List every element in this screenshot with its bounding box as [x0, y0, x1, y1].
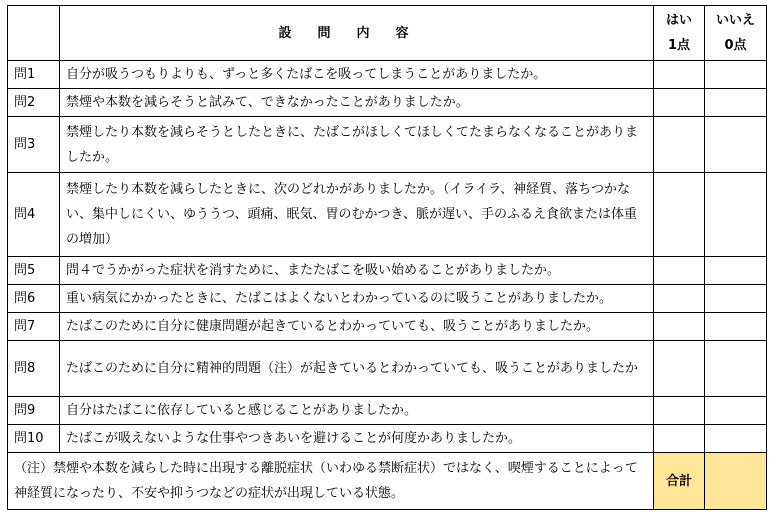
no-points: 0点 [724, 38, 747, 53]
yes-answer-cell[interactable] [654, 61, 705, 89]
question-text [60, 257, 654, 285]
question-number: 問3 [8, 117, 60, 173]
header-row [8, 6, 767, 61]
question-row [8, 173, 767, 257]
no-answer-cell[interactable] [705, 89, 767, 117]
question-row [8, 89, 767, 117]
question-text [60, 313, 654, 341]
no-answer-cell[interactable] [705, 397, 767, 425]
question-row [8, 285, 767, 313]
question-row [8, 61, 767, 89]
question-text-content: たばこのために自分に精神的問題（注）が起きているとわかっていても、吸うことがありましたか [66, 361, 639, 376]
question-text [60, 117, 654, 173]
no-answer-cell[interactable] [705, 117, 767, 173]
no-answer-cell[interactable] [705, 61, 767, 89]
header-title: 設問内容 [60, 6, 654, 61]
question-number: 問7 [8, 313, 60, 341]
question-text [60, 61, 654, 89]
yes-answer-cell[interactable] [654, 117, 705, 173]
yes-answer-cell[interactable] [654, 341, 705, 397]
question-number: 問6 [8, 285, 60, 313]
question-text [60, 341, 654, 397]
question-row [8, 341, 767, 397]
question-number: 問10 [8, 425, 60, 453]
no-answer-cell[interactable] [705, 425, 767, 453]
question-text-content: 自分はたばこに依存していると感じることがありましたか。 [66, 403, 418, 418]
no-answer-cell[interactable] [705, 341, 767, 397]
footnote: （注）禁煙や本数を減らした時に出現する離脱症状（いわゆる禁断症状）ではなく、喫煙することによって神経質になったり、不安や抑うつなどの症状が出現している状態。 [8, 453, 654, 510]
question-row [8, 117, 767, 173]
yes-label: はい [665, 13, 692, 28]
question-number: 問4 [8, 173, 60, 257]
question-text [60, 285, 654, 313]
question-text [60, 425, 654, 453]
question-row [8, 313, 767, 341]
header-blank-cell [8, 6, 60, 61]
question-row [8, 425, 767, 453]
question-text-content: 自分が吸うつもりよりも、ずっと多くたばこを吸ってしまうことがありましたか。 [66, 67, 547, 82]
question-text-content: 禁煙したり本数を減らそうとしたときに、たばこがほしくてほしくてたまらなくなることがありましたか。 [66, 124, 639, 165]
no-answer-cell[interactable] [705, 285, 767, 313]
question-text [60, 173, 654, 257]
question-number: 問5 [8, 257, 60, 285]
yes-points: 1点 [667, 38, 691, 53]
yes-answer-cell[interactable] [654, 89, 705, 117]
question-text-content: 禁煙や本数を減らそうと試みて、できなかったことがありましたか。 [66, 95, 469, 110]
question-row [8, 257, 767, 285]
yes-answer-cell[interactable] [654, 257, 705, 285]
question-text-content: 重い病気にかかったときに、たばこはよくないとわかっているのに吸うことがありましたか。 [66, 291, 613, 306]
question-text-content: たばこのために自分に健康問題が起きているとわかっていても、吸うことがありましたか。 [66, 319, 600, 334]
yes-answer-cell[interactable] [654, 397, 705, 425]
question-text [60, 89, 654, 117]
question-number: 問2 [8, 89, 60, 117]
question-text [60, 397, 654, 425]
footer-row [8, 453, 767, 510]
total-value-cell[interactable] [705, 453, 767, 510]
no-answer-cell[interactable] [705, 313, 767, 341]
header-yes [654, 6, 705, 61]
no-answer-cell[interactable] [705, 257, 767, 285]
total-label: 合計 [654, 453, 705, 510]
nicotine-dependence-questionnaire [7, 5, 767, 510]
header-no [705, 6, 767, 61]
question-number: 問8 [8, 341, 60, 397]
no-answer-cell[interactable] [705, 173, 767, 257]
question-text-content: たばこが吸えないような仕事やつきあいを避けることが何度かありましたか。 [66, 431, 522, 446]
question-text-content: 禁煙したり本数を減らしたときに、次のどれかがありましたか。（イライラ、神経質、落ちつかない、集中しにくい、ゆううつ、頭痛、眠気、胃のむかつき、脈が遅い、手のふるえ食欲または体重の増加） [66, 182, 637, 247]
yes-answer-cell[interactable] [654, 313, 705, 341]
question-row [8, 397, 767, 425]
question-number: 問1 [8, 61, 60, 89]
question-text-content: 問４でうかがった症状を消すために、またたばこを吸い始めることがありましたか。 [66, 263, 561, 278]
yes-answer-cell[interactable] [654, 425, 705, 453]
yes-answer-cell[interactable] [654, 173, 705, 257]
yes-answer-cell[interactable] [654, 285, 705, 313]
question-number: 問9 [8, 397, 60, 425]
no-label: いいえ [715, 13, 755, 28]
